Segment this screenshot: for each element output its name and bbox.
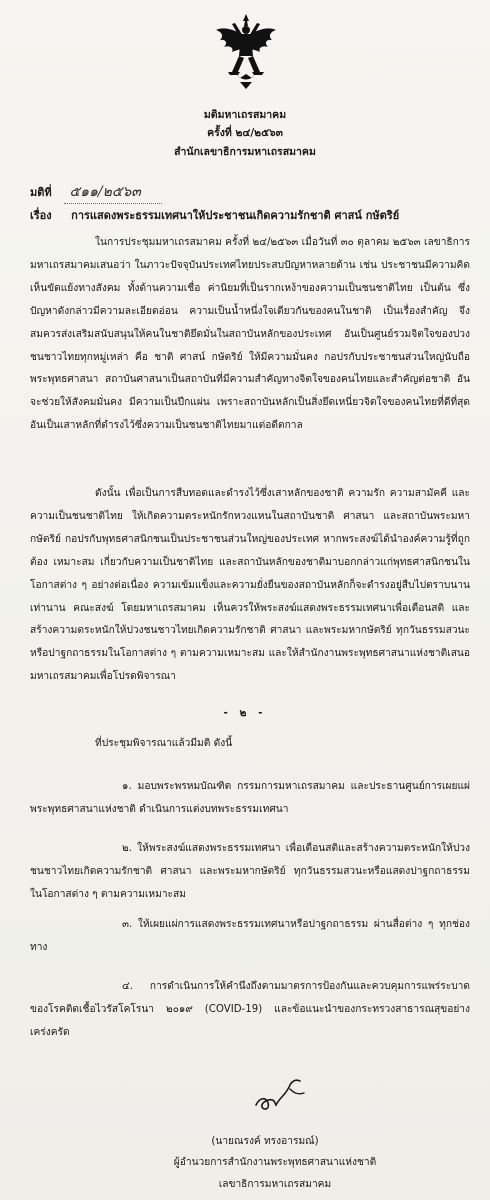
resolution-item: ๒. ให้พระสงฆ์แสดงพระธรรมเทศนา เพื่อเตือนสติและสร้างความตระหนักให้ปวงชนชาวไทยเกิดความรักชาติ ศาสนา และพระมหากษัตริย์ ทุกวันธรรมสวนะหรือแสดงปาฐกถาธรรม ในโอกาสต่าง ๆ ตามความเหมาะสม (30, 843, 470, 900)
resolution-number-row (30, 181, 162, 204)
body-paragraph-1: ในการประชุมมหาเถรสมาคม ครั้งที่ ๒๔/๒๕๖๓ เมื่อวันที่ ๓๐ ตุลาคม ๒๕๖๓ เลขาธิการมหาเถรสมาคมเสนอว่า ในภาวะปัจจุบันประเทศไทยประสบปัญหาหลายด้าน เช่น ประชาชนมีความคิดเห็นขัดแย้งทางสังคม ทั้งด้านความเชื่อ ค่านิยมที่เป็นรากเหง้าของความเป็นชนชาติไทย เป็นต้น ซึ่งปัญหาดังกล่าวมีความละเอียดอ่อน ความเป็นน้ำหนึ่งใจเดียวกันของคนในชาติ เป็นเรื่องสำคัญ จึงสมควรส่งเสริมสนับสนุนให้คนในชาติยึดมั่นในสถาบันหลักของประเทศ อันเป็นศูนย์รวมจิตใจของปวงชนชาวไทยทุกหมู่เหล่า คือ ชาติ ศาสน์ กษัตริย์ ให้มีความมั่นคง กอปรกับประชาชนส่วนใหญ่นับถือพระพุทธศาสนา สถาบันศาสนาเป็นสถาบันที่มีความสำคัญทางจิตใจของคนไทยและสำคัญต่อชาติ อันจะช่วยให้สังคมมั่นคง มีความเป็นปึกแผ่น เพราะสถาบันหลักเป็นสิ่งยึดเหนี่ยวจิตใจของคนไทยที่ดีที่สุด อันเป็นเสาหลักที่ดำรงไว้ซึ่งความเป็นชนชาติไทยมาแต่อดีตกาล (30, 237, 470, 432)
resolution-label: มติที่ (30, 186, 52, 199)
body-paragraph-2: ดังนั้น เพื่อเป็นการสืบทอดและดำรงไว้ซึ่งเสาหลักของชาติ ความรัก ความสามัคคี และความเป็นชนชาติไทย ให้เกิดความตระหนักรักหวงแหนในสถาบันชาติ ศาสนา และสถาบันพระมหากษัตริย์ กอปรกับพุทธศาสนิกชนเป็นประชาชนส่วนใหญ่ของประเทศ หากพระสงฆ์ได้นำองค์ความรู้ที่ถูกต้อง เหมาะสม เกี่ยวกับความเป็นชาติไทย และสถาบันหลักของชาติมาบอกกล่าวแก่พุทธศาสนิกชนในโอกาสต่าง ๆ อย่างต่อเนื่อง ความเข้มแข็งและความยั่งยืนของสถาบันหลักก็จะดำรงอยู่สืบไปตราบนานเท่านาน คณะสงฆ์ โดยมหาเถรสมาคม เห็นควรให้พระสงฆ์แสดงพระธรรมเทศนาเพื่อเตือนสติ และสร้างความตระหนักให้ปวงชนชาวไทยเกิดความรักชาติ ศาสนา และพระมหากษัตริย์ ทุกวันธรรมสวนะหรือปาฐกถาธรรมในโอกาสต่าง ๆ ตามความเหมาะสม และให้สำนักงานพระพุทธศาสนาแห่งชาติเสนอมหาเถรสมาคมเพื่อโปรดพิจารณา (30, 488, 470, 683)
garuda-emblem-icon (214, 12, 278, 90)
signatory-position-2: เลขาธิการมหาเถรสมาคม (218, 1179, 332, 1190)
issuing-office: สำนักเลขาธิการมหาเถรสมาคม (174, 146, 316, 158)
session-number: ครั้งที่ ๒๔/๒๕๖๓ (207, 127, 283, 139)
subject-row (30, 206, 470, 224)
resolution-intro: ที่ประชุมพิจารณาแล้วมีมติ ดังนี้ (95, 738, 233, 749)
resolution-item: ๔. การดำเนินการให้คำนึงถึงตามมาตรการป้องกันและควบคุมการแพร่ระบาดของโรคติดเชื้อไวรัสโคโรนา ๒๐๑๙ (COVID-19) และข้อแนะนำของกระทรวงสาธารณสุขอย่างเคร่งครัด (30, 981, 470, 1038)
page-number: - ๒ - (223, 707, 267, 719)
handwritten-signature-icon (250, 1075, 310, 1115)
signatory-position-1: ผู้อำนวยการสำนักงานพระพุทธศาสนาแห่งชาติ (173, 1157, 377, 1168)
resolution-number: ๕๑๑/๒๕๖๓ (64, 181, 162, 204)
resolution-item: ๑. มอบพระพรหมบัณฑิต กรรมการมหาเถรสมาคม และประธานศูนย์การเผยแผ่พระพุทธศาสนาแห่งชาติ ดำเนินการแต่งบทพระธรรมเทศนา (30, 781, 470, 815)
signatory-name: (นายณรงค์ ทรงอารมณ์) (211, 1136, 319, 1147)
document-org: มติมหาเถรสมาคม (203, 109, 287, 121)
resolution-item: ๓. ให้เผยแผ่การแสดงพระธรรมเทศนาหรือปาฐกถาธรรม ผ่านสื่อต่าง ๆ ทุกช่องทาง (30, 919, 470, 953)
subject-text: การแสดงพระธรรมเทศนาให้ประชาชนเกิดความรักชาติ ศาสน์ กษัตริย์ (71, 209, 400, 222)
subject-label: เรื่อง (30, 209, 52, 222)
